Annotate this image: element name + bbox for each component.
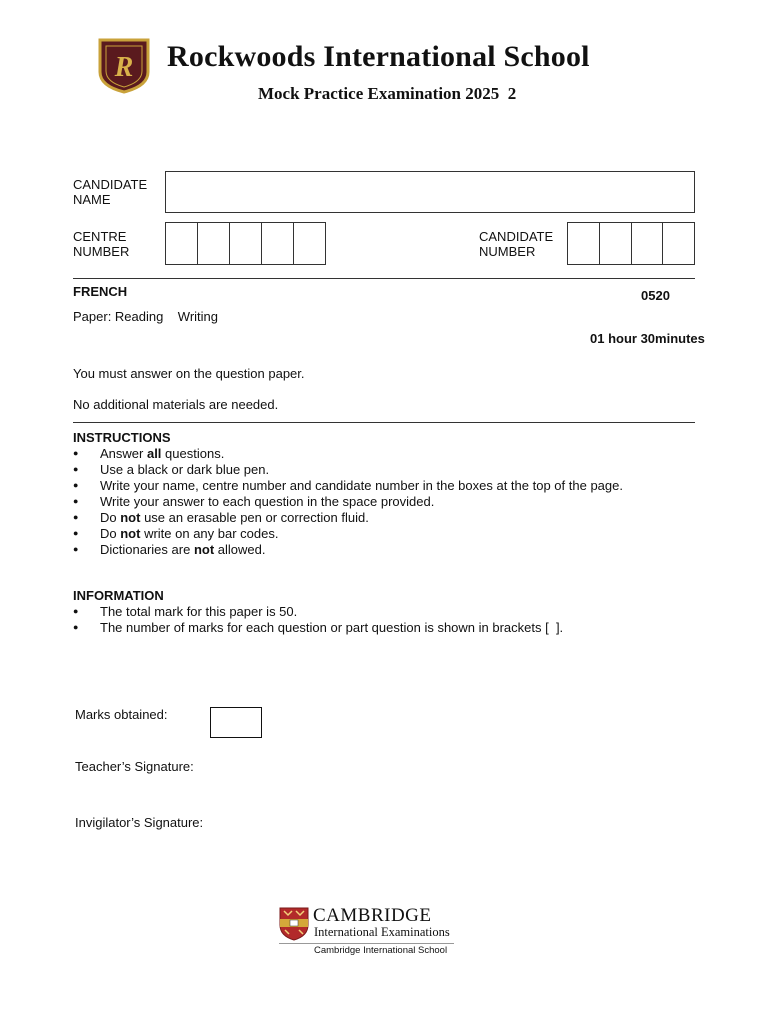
subject-code: 0520 [641, 288, 670, 303]
centre-number-cell[interactable] [197, 223, 229, 264]
candidate-number-boxes[interactable] [567, 222, 695, 265]
centre-number-cell[interactable] [166, 223, 197, 264]
centre-number-cell[interactable] [293, 223, 325, 264]
cambridge-school-label: Cambridge International School [314, 945, 448, 956]
candidate-number-label-line1: CANDIDATE [479, 229, 554, 244]
candidate-number-cell[interactable] [662, 223, 694, 264]
candidate-number-label-line2: NUMBER [479, 244, 536, 259]
marks-obtained-label: Marks obtained: [75, 707, 168, 722]
instruction-item: ● Do not write on any bar codes. [73, 526, 713, 542]
candidate-name-label [73, 177, 147, 207]
information-item: ● The number of marks for each question or part question is shown in brackets [ ]. [73, 620, 713, 636]
instruction-item: ● Do not use an erasable pen or correction fluid. [73, 510, 713, 526]
centre-number-label-line1: CENTRE [73, 229, 127, 244]
divider [73, 278, 695, 279]
cambridge-crest-icon [279, 907, 309, 941]
divider [73, 422, 695, 423]
invigilator-signature-label: Invigilator’s Signature: [75, 815, 204, 830]
candidate-name-label-line1: CANDIDATE [73, 177, 148, 192]
exam-title: Mock Practice Examination 2025 2 [258, 84, 517, 103]
paper-type: Paper: Reading Writing [73, 309, 218, 324]
information-heading: INFORMATION [73, 588, 164, 603]
subject-name: FRENCH [73, 284, 128, 299]
exam-duration: 01 hour 30minutes [590, 331, 705, 346]
instruction-item: ● Use a black or dark blue pen. [73, 462, 713, 478]
cambridge-wordmark: CAMBRIDGE [313, 905, 432, 926]
school-logo [98, 38, 150, 94]
candidate-number-cell[interactable] [568, 223, 599, 264]
cambridge-divider [279, 943, 454, 944]
centre-number-label-line2: NUMBER [73, 244, 130, 259]
instruction-item: ● Write your answer to each question in the space provided. [73, 494, 713, 510]
instructions-heading: INSTRUCTIONS [73, 430, 171, 445]
instruction-item: ● Answer all questions. [73, 446, 713, 462]
candidate-number-cell[interactable] [631, 223, 663, 264]
instruction-item: ● Write your name, centre number and candidate number in the boxes at the top of the page. [73, 478, 713, 494]
centre-number-cell[interactable] [229, 223, 261, 264]
candidate-number-label [479, 229, 553, 259]
instructions-list [73, 446, 713, 558]
centre-number-cell[interactable] [261, 223, 293, 264]
instruction-item: ● Dictionaries are not allowed. [73, 542, 713, 558]
information-item: ● The total mark for this paper is 50. [73, 604, 713, 620]
candidate-number-cell[interactable] [599, 223, 631, 264]
candidate-name-field[interactable] [165, 171, 695, 213]
centre-number-label [73, 229, 129, 259]
marks-obtained-box[interactable] [210, 707, 262, 738]
cambridge-subtitle: International Examinations [314, 925, 450, 939]
logo-letter: R [114, 52, 134, 83]
teacher-signature-label: Teacher’s Signature: [75, 759, 194, 774]
candidate-name-label-line2: NAME [73, 192, 111, 207]
materials-note: No additional materials are needed. [73, 397, 279, 412]
school-name: Rockwoods International School [167, 40, 590, 73]
answer-on-paper-note: You must answer on the question paper. [73, 366, 305, 381]
centre-number-boxes[interactable] [165, 222, 326, 265]
information-list [73, 604, 713, 636]
